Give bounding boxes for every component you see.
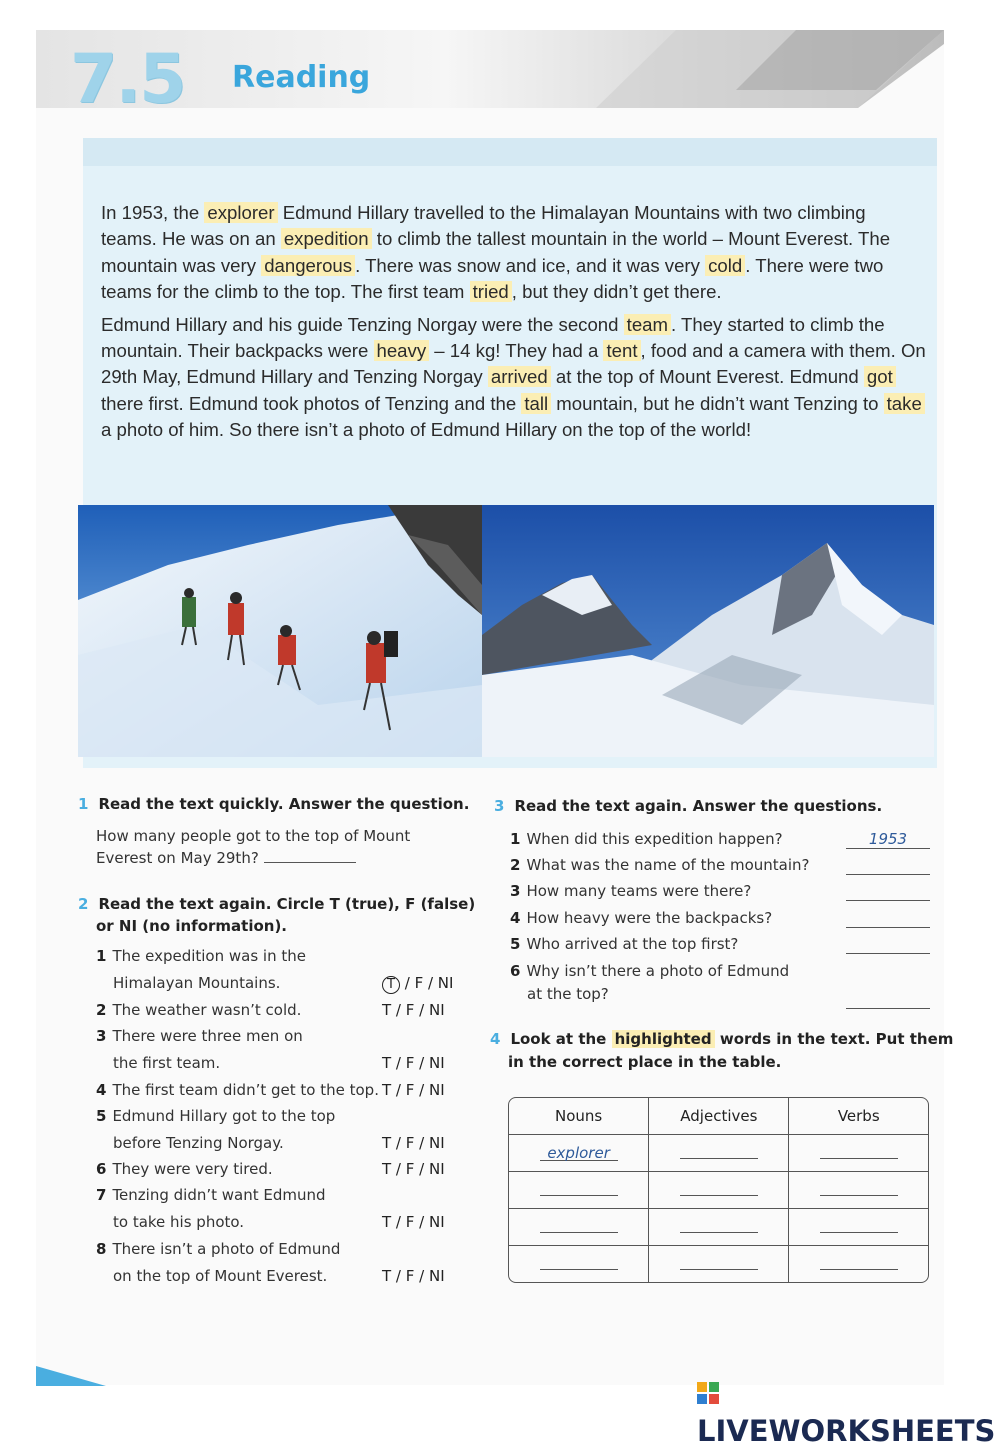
ex2-statement-number: 8: [96, 1240, 107, 1258]
ex2-statement-text-cont: to take his photo.: [113, 1213, 245, 1231]
ex2-statement-text-cont: the first team.: [113, 1054, 221, 1072]
passage-text: , food and a camera with them. On 29th May, Edmund Hillary and Tenzing Norgay: [101, 340, 926, 388]
circled-answer: T: [382, 976, 400, 994]
ex3-question-number: 4: [510, 909, 521, 927]
ex3-question: [510, 909, 772, 927]
ex1-question-line2: [96, 849, 356, 867]
table-row: [509, 1209, 928, 1246]
table-row: [509, 1246, 928, 1282]
ex3-question: [510, 882, 751, 900]
true-false-ni-choice[interactable]: T / F / NI: [382, 1001, 445, 1019]
ex4-heading: [490, 1030, 953, 1048]
true-false-ni-choice[interactable]: [382, 974, 453, 994]
ex2-statement-number: 5: [96, 1107, 107, 1125]
true-false-ni-choice[interactable]: T / F / NI: [382, 1267, 445, 1285]
ex2-statement: [96, 1081, 379, 1099]
table-cell: [789, 1172, 928, 1209]
ex2-statement-text-cont: on the top of Mount Everest.: [113, 1267, 328, 1285]
ex3-number: 3: [494, 797, 505, 815]
ex4-number: 4: [490, 1030, 501, 1048]
ex2-statement-text: The weather wasn’t cold.: [112, 1001, 302, 1019]
table-cell: [649, 1172, 789, 1209]
passage-text: Edmund Hillary travelled to the Himalayan Mountains with two climbing teams. He was on an: [101, 202, 866, 250]
passage-text: . There was snow and ice, and it was very: [355, 254, 706, 276]
word-answer-blank[interactable]: [680, 1181, 758, 1196]
table-cell: [789, 1246, 928, 1282]
ex1-heading: [78, 795, 469, 813]
ex3-question-number: 3: [510, 882, 521, 900]
ex3-answer-blank[interactable]: 1953: [846, 830, 930, 849]
ex3-question: [510, 856, 809, 874]
table-row: [509, 1135, 928, 1172]
word-answer-blank[interactable]: [540, 1218, 618, 1233]
table-cell: [789, 1209, 928, 1246]
highlighted-word: team: [624, 314, 671, 335]
column-header-adjectives: Adjectives: [649, 1098, 789, 1135]
table-cell: [649, 1209, 789, 1246]
highlighted-word: got: [864, 366, 896, 387]
ex2-statement-number: 4: [96, 1081, 107, 1099]
table-cell: [789, 1135, 928, 1172]
ex2-statement-number: 7: [96, 1186, 107, 1204]
highlighted-word: take: [884, 393, 925, 414]
word-answer-blank[interactable]: [680, 1218, 758, 1233]
passage-text: a photo of him. So there isn’t a photo of Edmund Hillary on the top of the world!: [101, 419, 752, 441]
ex1-instruction: Read the text quickly. Answer the question.: [98, 795, 470, 813]
everest-photo: [482, 505, 934, 757]
ex3-question-number: 1: [510, 830, 521, 848]
word-answer-blank[interactable]: [820, 1218, 898, 1233]
ex3-instruction: Read the text again. Answer the questions.: [514, 797, 883, 815]
ex2-statement: [96, 1107, 335, 1125]
ex2-statement-text: Edmund Hillary got to the top: [112, 1107, 336, 1125]
word-answer-blank[interactable]: [540, 1181, 618, 1196]
passage-text: . They started to climb the mountain. Their backpacks were: [101, 313, 885, 362]
ex2-statement-text: The first team didn’t get to the top.: [112, 1081, 379, 1099]
highlighted-word: tent: [603, 340, 640, 361]
ex2-statement: [96, 1027, 303, 1045]
table-cell: [509, 1135, 649, 1172]
ex2-statement: [96, 1186, 326, 1204]
word-answer-blank[interactable]: [680, 1144, 758, 1159]
ex4-instruction-line2: in the correct place in the table.: [508, 1053, 782, 1071]
ex2-statement-text: The expedition was in the: [112, 947, 306, 965]
highlighted-word: arrived: [488, 366, 551, 387]
corner-decoration: [36, 1360, 116, 1390]
ex3-answer-blank[interactable]: [846, 856, 930, 875]
ex1-question-line1: How many people got to the top of Mount: [96, 827, 411, 845]
ex2-instruction-line1: Read the text again. Circle T (true), F (false): [98, 895, 476, 913]
ex3-question-number: 6: [510, 962, 521, 980]
word-answer-blank[interactable]: explorer: [540, 1146, 618, 1161]
ex1-number: 1: [78, 795, 89, 813]
reading-passage: [101, 200, 926, 450]
passage-text: mountain, but he didn’t want Tenzing to: [551, 392, 884, 414]
word-answer-blank[interactable]: [540, 1255, 618, 1270]
true-false-ni-choice[interactable]: T / F / NI: [382, 1134, 445, 1152]
table-cell: [509, 1246, 649, 1282]
passage-text: In 1953, the: [101, 202, 205, 223]
ex2-number: 2: [78, 895, 89, 913]
ex2-statement-number: 6: [96, 1160, 107, 1178]
ex3-heading: [494, 797, 882, 815]
table-cell: [509, 1209, 649, 1246]
ex3-question-number: 2: [510, 856, 521, 874]
liveworksheets-logo-icon: [697, 1382, 719, 1406]
liveworksheets-logo-text: LIVEWORKSHEETS: [697, 1414, 996, 1448]
passage-text: to climb the tallest mountain in the world – Mount Everest. The mountain was very: [101, 228, 891, 276]
passage-text: there first. Edmund took photos of Tenzing and the: [101, 392, 522, 414]
highlighted-word: tried: [470, 281, 512, 302]
column-header-verbs: Verbs: [789, 1098, 928, 1135]
ex2-statement-text-cont: Himalayan Mountains.: [113, 974, 281, 992]
ex2-statement-text: There isn’t a photo of Edmund: [112, 1240, 341, 1258]
table-cell: [509, 1172, 649, 1209]
ex2-statement-text: Tenzing didn’t want Edmund: [112, 1186, 326, 1204]
ex3-answer-blank[interactable]: [846, 935, 930, 954]
highlighted-word: expedition: [281, 228, 372, 249]
ex3-answer-blank[interactable]: [846, 909, 930, 928]
ex2-statement-number: 2: [96, 1001, 107, 1019]
word-answer-blank[interactable]: [680, 1255, 758, 1270]
word-answer-blank[interactable]: [820, 1255, 898, 1270]
highlighted-word: dangerous: [261, 255, 355, 276]
ex2-statement: [96, 947, 306, 965]
ex2-statement-number: 1: [96, 947, 107, 965]
word-answer-blank[interactable]: [820, 1181, 898, 1196]
ex3-question-text: How many teams were there?: [526, 882, 752, 900]
ex3-question: [510, 830, 783, 848]
table-cell: [649, 1135, 789, 1172]
reading-paragraph-2: [101, 312, 926, 444]
ex2-statement-text-cont: before Tenzing Norgay.: [113, 1134, 284, 1152]
passage-text: at the top of Mount Everest. Edmund: [550, 366, 864, 388]
ex2-statement: [96, 1001, 301, 1019]
table-header-row: [509, 1098, 928, 1135]
ex3-question-text: What was the name of the mountain?: [526, 856, 810, 874]
true-false-ni-choice[interactable]: T / F / NI: [382, 1081, 445, 1099]
true-false-ni-choice[interactable]: T / F / NI: [382, 1160, 445, 1178]
ex2-statement-number: 3: [96, 1027, 107, 1045]
passage-text: – 14 kg! They had a: [429, 340, 604, 362]
section-title: Reading: [232, 60, 371, 95]
ex4-instruction-b: words in the text. Put them: [714, 1030, 954, 1048]
true-false-ni-choice[interactable]: T / F / NI: [382, 1213, 445, 1231]
ex2-statement: [96, 1160, 273, 1178]
ex2-statement-text: They were very tired.: [112, 1160, 273, 1178]
table-cell: [649, 1246, 789, 1282]
passage-text: , but they didn’t get there.: [511, 281, 722, 303]
ex2-statement: [96, 1240, 340, 1258]
reading-paragraph-1: [101, 200, 926, 306]
ex3-answer-blank[interactable]: [846, 882, 930, 901]
passage-text: Edmund Hillary and his guide Tenzing Norgay were the second: [101, 313, 624, 335]
ex3-question: [510, 935, 738, 953]
word-sort-table: [508, 1097, 929, 1283]
climbers-photo: [78, 505, 482, 757]
ex2-heading: [78, 895, 475, 913]
highlighted-word: explorer: [204, 202, 277, 223]
column-header-nouns: Nouns: [509, 1098, 649, 1135]
ex3-question-text: Who arrived at the top first?: [526, 935, 739, 953]
unit-number: 7.5: [70, 40, 185, 119]
ex3-question-text: When did this expedition happen?: [526, 830, 783, 848]
ex3-question-text-cont: at the top?: [527, 985, 609, 1003]
highlighted-word: cold: [705, 255, 745, 276]
true-false-ni-choice[interactable]: T / F / NI: [382, 1054, 445, 1072]
passage-text: . There were two teams for the climb to the top. The first team: [101, 254, 884, 303]
word-answer-blank[interactable]: [820, 1144, 898, 1159]
ex4-instruction-highlight: highlighted: [612, 1030, 715, 1048]
ex2-statement-text: There were three men on: [112, 1027, 303, 1045]
ex3-question: [510, 962, 789, 980]
liveworksheets-logo: [697, 1378, 1000, 1448]
ex3-question-number: 5: [510, 935, 521, 953]
reading-panel-topbar: [83, 138, 937, 166]
highlighted-word: tall: [521, 393, 551, 414]
remaining-choices: / F / NI: [400, 974, 454, 992]
ex4-instruction-a: Look at the: [510, 1030, 612, 1048]
highlighted-word: heavy: [374, 340, 430, 361]
table-row: [509, 1172, 928, 1209]
ex2-instruction-line2: or NI (no information).: [96, 917, 287, 935]
ex3-question-text: Why isn’t there a photo of Edmund: [526, 962, 790, 980]
ex1-question-text: Everest on May 29th?: [96, 849, 259, 867]
ex3-answer-blank[interactable]: [846, 990, 930, 1009]
ex1-answer-blank[interactable]: [264, 862, 356, 863]
ex3-question-text: How heavy were the backpacks?: [526, 909, 773, 927]
